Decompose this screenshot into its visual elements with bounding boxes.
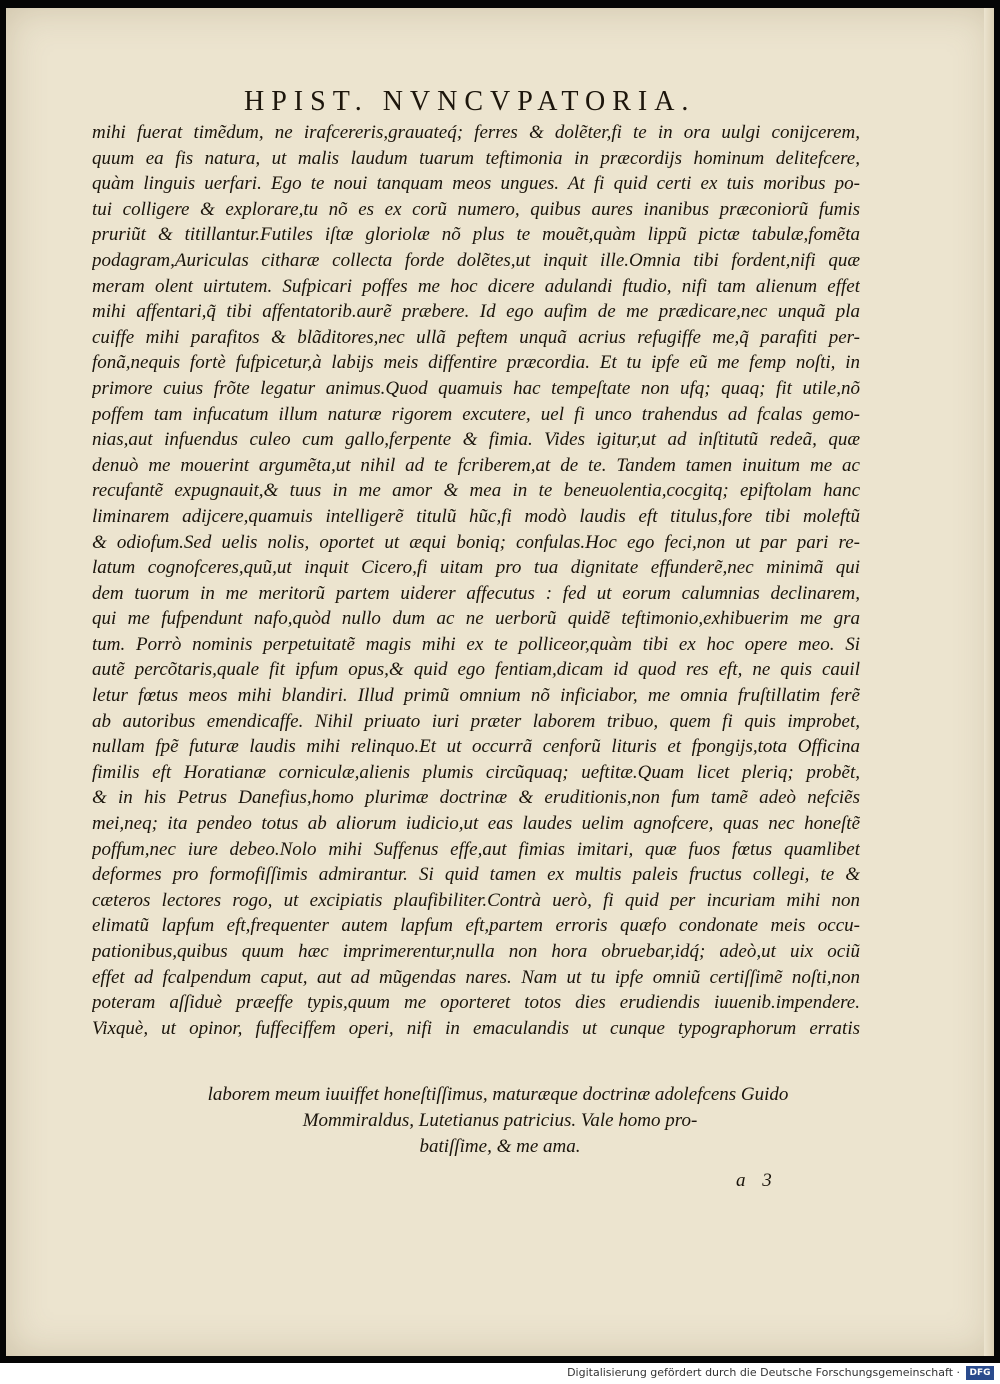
- text-line: mihi fuerat timẽdum, ne irafcereris,grauateq́; ferres & dolẽter,fi te in ora uulgi conijcerem,: [92, 122, 860, 143]
- closing-line: laborem meum iuuiffet honeſtiſſimus, maturæque doctrinæ adolefcens Guido: [207, 1084, 789, 1105]
- text-line: cæteros lectores rogo, ut excipiatis plaufibiliter.Contrà uerò, fi quid per incuriam mihi non: [92, 889, 860, 911]
- text-line: primore cuius frõte legatur animus.Quod quamuis hac tempeſtate non ufq; quaq; fit utile,nõ: [92, 377, 860, 399]
- text-line: nias,aut infuendus culeo cum gallo,ferpente & fimia. Vides igitur,ut ad inſtitutũ redeã, quæ: [92, 429, 860, 451]
- signature-mark: a 3: [736, 1170, 778, 1191]
- text-line: dem tuorum in me meritorũ partem uiderer affecutus : fed ut eorum calumnias declinarem,: [92, 582, 860, 604]
- text-line: cuiffe mihi parafitos & blãditores,nec ullã peftem unquã acrius refugiffe me,q̃ parafiti per-: [92, 326, 860, 348]
- text-line: denuò me mouerint argumẽta,ut nihil ad te fcriberem,at de te. Tandem tamen inuitum me ac: [92, 454, 860, 476]
- text-line: deformes pro formofiſſimis admirantur. Si quid tamen ex multis paleis fructus collegi, te &: [92, 864, 860, 886]
- body-text: [92, 120, 860, 1041]
- text-line: liminarem adijcere,quamuis intelligerẽ titulũ hũc,fi modò laudis eft titulus,fore tibi moleftũ: [92, 505, 860, 527]
- text-line: pruriũt & titillantur.Futiles iſtæ gloriolæ nõ plus te mouẽt,quàm lippũ pictæ tabulæ,fomẽta: [92, 224, 860, 246]
- text-line: recufantẽ expugnauit,& tuus in me amor & mea in te beneuolentia,cocgitq; epiftolam hanc: [92, 480, 860, 502]
- text-line: mihi affentari,q̃ tibi affentatorib.aurẽ præbere. Id ego aufim de me prædicare,nec unquã pla: [92, 301, 860, 323]
- text-line: nullam fpẽ futuræ laudis mihi relinquo.Et ut occurrã cenforũ lituris et fpongijs,tota Officina: [92, 736, 860, 758]
- text-line: ab autoribus emendicaffe. Nihil priuato iuri præter laborem tribuo, quem fi quis improbet,: [92, 710, 860, 732]
- closing-line: Mommiraldus, Lutetianus patricius. Vale homo pro-: [302, 1110, 698, 1131]
- text-line: effet ad fcalpendum caput, aut ad mũgendas nares. Nam ut tu ipfe omniũ certiſſimẽ noſti,non: [92, 966, 860, 988]
- book-page: [6, 8, 994, 1356]
- text-line: tum. Porrò nominis perpetuitatẽ magis mihi ex te polliceor,quàm tibi ex hoc opere meo. Si: [92, 633, 860, 655]
- text-line: podagram,Auriculas citharæ collecta forde dolẽtes,ut inquit ille.Omnia tibi fordent,nifi quæ: [92, 249, 860, 271]
- text-line: quàm linguis uerfari. Ego te noui tanquam meos ungues. At fi quid certi ex tuis moribus po-: [92, 173, 860, 195]
- text-line: fonã,nequis fortè fufpicetur,à labijs meis diffentire præcordia. Et tu ipfe eũ me femp noſti, in: [92, 352, 860, 374]
- text-line: tui colligere & explorare,tu nõ es ex corũ numero, quibus aures inanibus præconiorũ fumis: [92, 198, 860, 220]
- text-line: poffum,nec iure debeo.Nolo mihi Suffenus effe,aut fimias imitari, quæ fuos fœtus quamlibet: [92, 838, 860, 860]
- text-line: qui me fufpendunt nafo,quòd nullo dum ac ne uerborũ quidẽ teftimonio,exhibuerim me gra: [92, 608, 860, 630]
- text-line: letur fœtus meos mihi blandiri. Illud primũ omnium nõ inficiabor, me omnia fruſtillatim ferẽ: [92, 685, 860, 707]
- text-line: quum ea fis natura, ut malis laudum tuarum teftimonia in præcordijs hominum delitefcere,: [92, 147, 860, 169]
- text-line: meram olent uirtutem. Sufpicari poffes me hoc dicere adulandi ftudio, nifi tam alienum effet: [92, 275, 860, 297]
- running-head: HPIST. NVNCVPATORIA.: [244, 86, 696, 117]
- text-line: & in his Petrus Danefius,homo plurimæ doctrinæ & eruditionis,non fum tamẽ adeò nefciẽs: [92, 787, 860, 809]
- closing-line: batiſſime, & me ama.: [419, 1136, 581, 1157]
- dfg-logo: DFG: [966, 1366, 994, 1380]
- footer-credit: Digitalisierung gefördert durch die Deutsche Forschungsgemeinschaft ·: [567, 1366, 960, 1379]
- text-line: mei,neq; ita pendeo totus ab aliorum iudicio,ut eas laudes uelim agnofcere, quas nec honeſtẽ: [92, 813, 860, 835]
- text-line: pationibus,quibus quum hæc imprimerentur,nulla non hora obruebar,idq́; adeò,ut uix ociũ: [92, 941, 860, 962]
- text-line: latum cognofceres,quũ,ut inquit Cicero,fi uitam pro tua dignitate effunderẽ,nec minimã qui: [92, 557, 860, 579]
- text-line: elimatũ lapfum eft,frequenter autem lapfum eft,partem erroris quæfo condonate meis occu-: [92, 915, 860, 937]
- text-line: poteram aſſiduè præeffe typis,quum me oporteret totos dies erudiendis iuuenib.impendere.: [92, 992, 860, 1014]
- footer-bar: [0, 1363, 1000, 1384]
- text-line: & odiofum.Sed uelis nolis, oportet ut æqui boniq; confulas.Hoc ego feci,non ut par pari re-: [92, 531, 860, 553]
- text-line: autẽ percõtaris,quale fit ipfum opus,& quid ego fentiam,dicam id quod res eft, ne quis cauil: [92, 659, 860, 681]
- text-line: fimilis eft Horatianæ corniculæ,alienis plumis circũquaq; ueftitæ.Quam licet pleriq; probẽt,: [92, 761, 860, 783]
- text-line: Vixquè, ut opinor, fuffeciffem operi, nifi in emaculandis ut cunque typographorum erratis: [92, 1017, 860, 1039]
- text-line: poffem tam infucatum illum naturæ rigorem excutere, uel fi unco trahendus ad fcalas gemo-: [92, 403, 860, 425]
